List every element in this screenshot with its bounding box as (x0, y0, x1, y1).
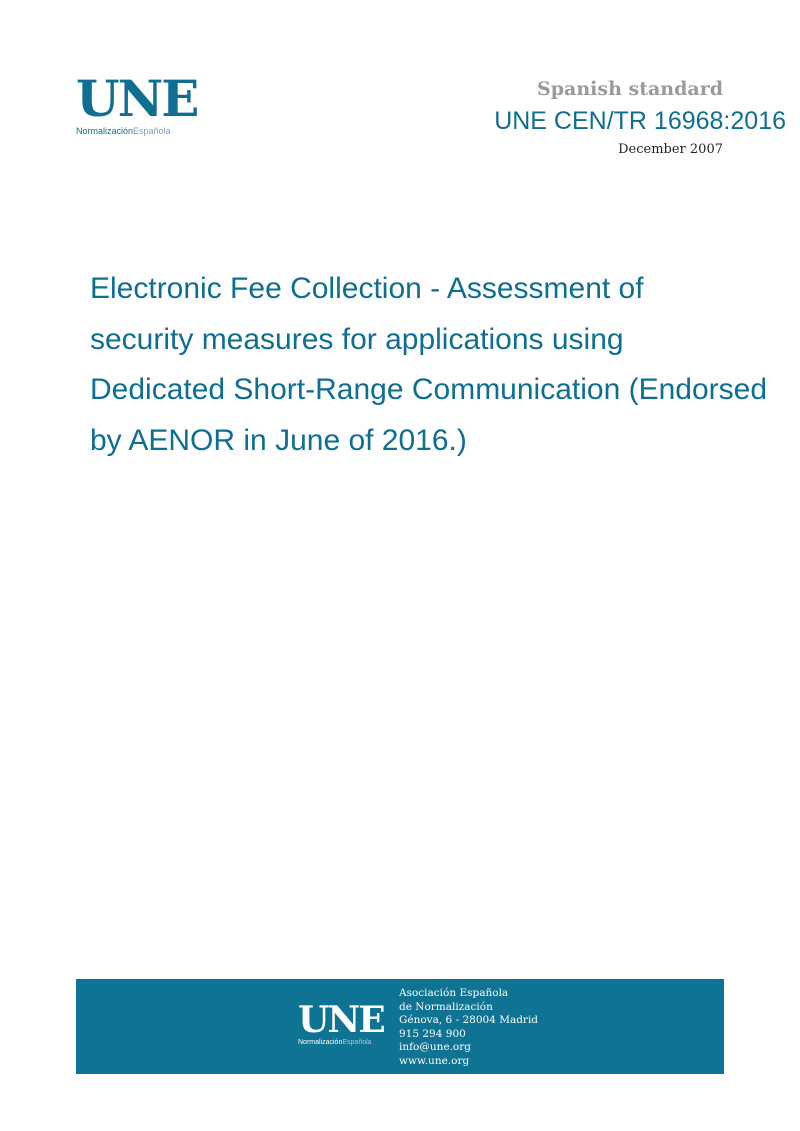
footer-band (76, 979, 724, 1074)
une-logo-mark: UNE (76, 69, 198, 128)
standard-type: Spanish standard (537, 78, 723, 100)
footer-phone: 915 294 900 (399, 1027, 466, 1040)
document-title-line: by AENOR in June of 2016.) (90, 423, 467, 457)
une-logo-tagline-light: Española (133, 126, 171, 136)
une-logo (76, 69, 198, 136)
footer-address: Génova, 6 - 28004 Madrid (399, 1014, 539, 1027)
standard-date: December 2007 (618, 142, 723, 157)
document-title-line: security measures for applications using (90, 322, 624, 356)
footer-une-logo (298, 999, 388, 1046)
footer-website: www.une.org (399, 1054, 470, 1067)
footer-une-logo-mark: UNE (298, 999, 384, 1041)
document-title-line: Electronic Fee Collection - Assessment of (90, 272, 644, 305)
document-title (90, 264, 800, 466)
document-title-line: Dedicated Short-Range Communication (Endorsed (90, 373, 768, 406)
footer-une-logo-tagline-light: Española (342, 1039, 372, 1046)
standard-code: UNE CEN/TR 16968:2016 (494, 107, 786, 135)
footer-org-name-line: Asociación Española (399, 987, 509, 999)
footer-contact (399, 987, 538, 1069)
footer-email: info@une.org (399, 1041, 471, 1054)
une-logo-tagline-dark: Normalización (76, 126, 134, 136)
footer-une-logo-tagline-dark: Normalización (298, 1039, 343, 1046)
footer-org-name-line: de Normalización (399, 1000, 493, 1013)
